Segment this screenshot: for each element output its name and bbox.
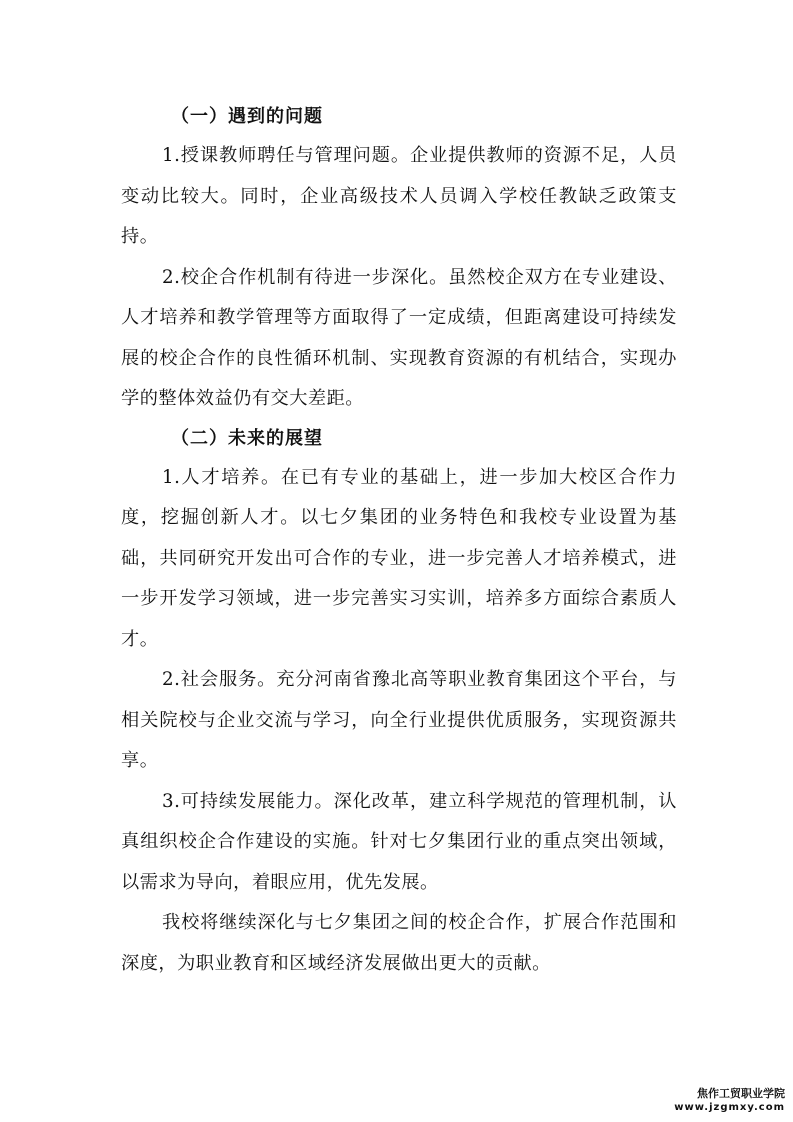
section-heading-outlook: （二）未来的展望 — [171, 427, 323, 449]
paragraph-talent-cultivation: 1.人才培养。在已有专业的基础上，进一步加大校区合作力度，挖掘创新人才。以七夕集团的业务特色和我校专业设置为基础，共同研究开发出可合作的专业，进一步完善人才培养模式，进一步开发学习领域，进一步完善实习实训，培养多方面综合素质人才。 — [121, 466, 677, 650]
watermark-school-name: 焦作工贸职业学院 — [697, 1087, 785, 1100]
document-body — [121, 98, 677, 984]
paragraph-teacher-management: 1.授课教师聘任与管理问题。企业提供教师的资源不足，人员变动比较大。同时，企业高级技术人员调入学校任教缺乏政策支持。 — [121, 145, 677, 247]
section-heading-problems: （一）遇到的问题 — [171, 106, 323, 127]
paragraph-social-service: 2.社会服务。充分河南省豫北高等职业教育集团这个平台，与相关院校与企业交流与学习，向全行业提供优质服务，实现资源共享。 — [121, 669, 677, 771]
paragraph-conclusion: 我校将继续深化与七夕集团之间的校企合作，扩展合作范围和深度，为职业教育和区域经济发展做出更大的贡献。 — [121, 912, 677, 974]
watermark-url: www.jzgmxy.com — [674, 1102, 785, 1113]
paragraph-sustainable-development: 3.可持续发展能力。深化改革，建立科学规范的管理机制，认真组织校企合作建设的实施。针对七夕集团行业的重点突出领域，以需求为导向，着眼应用，优先发展。 — [121, 790, 677, 893]
watermark — [674, 1087, 785, 1114]
paragraph-cooperation-mechanism: 2.校企合作机制有待进一步深化。虽然校企双方在专业建设、人才培养和教学管理等方面取得了一定成绩，但距离建设可持续发展的校企合作的良性循环机制、实现教育资源的有机结合，实现办学的整体效益仍有交大差距。 — [121, 266, 677, 409]
